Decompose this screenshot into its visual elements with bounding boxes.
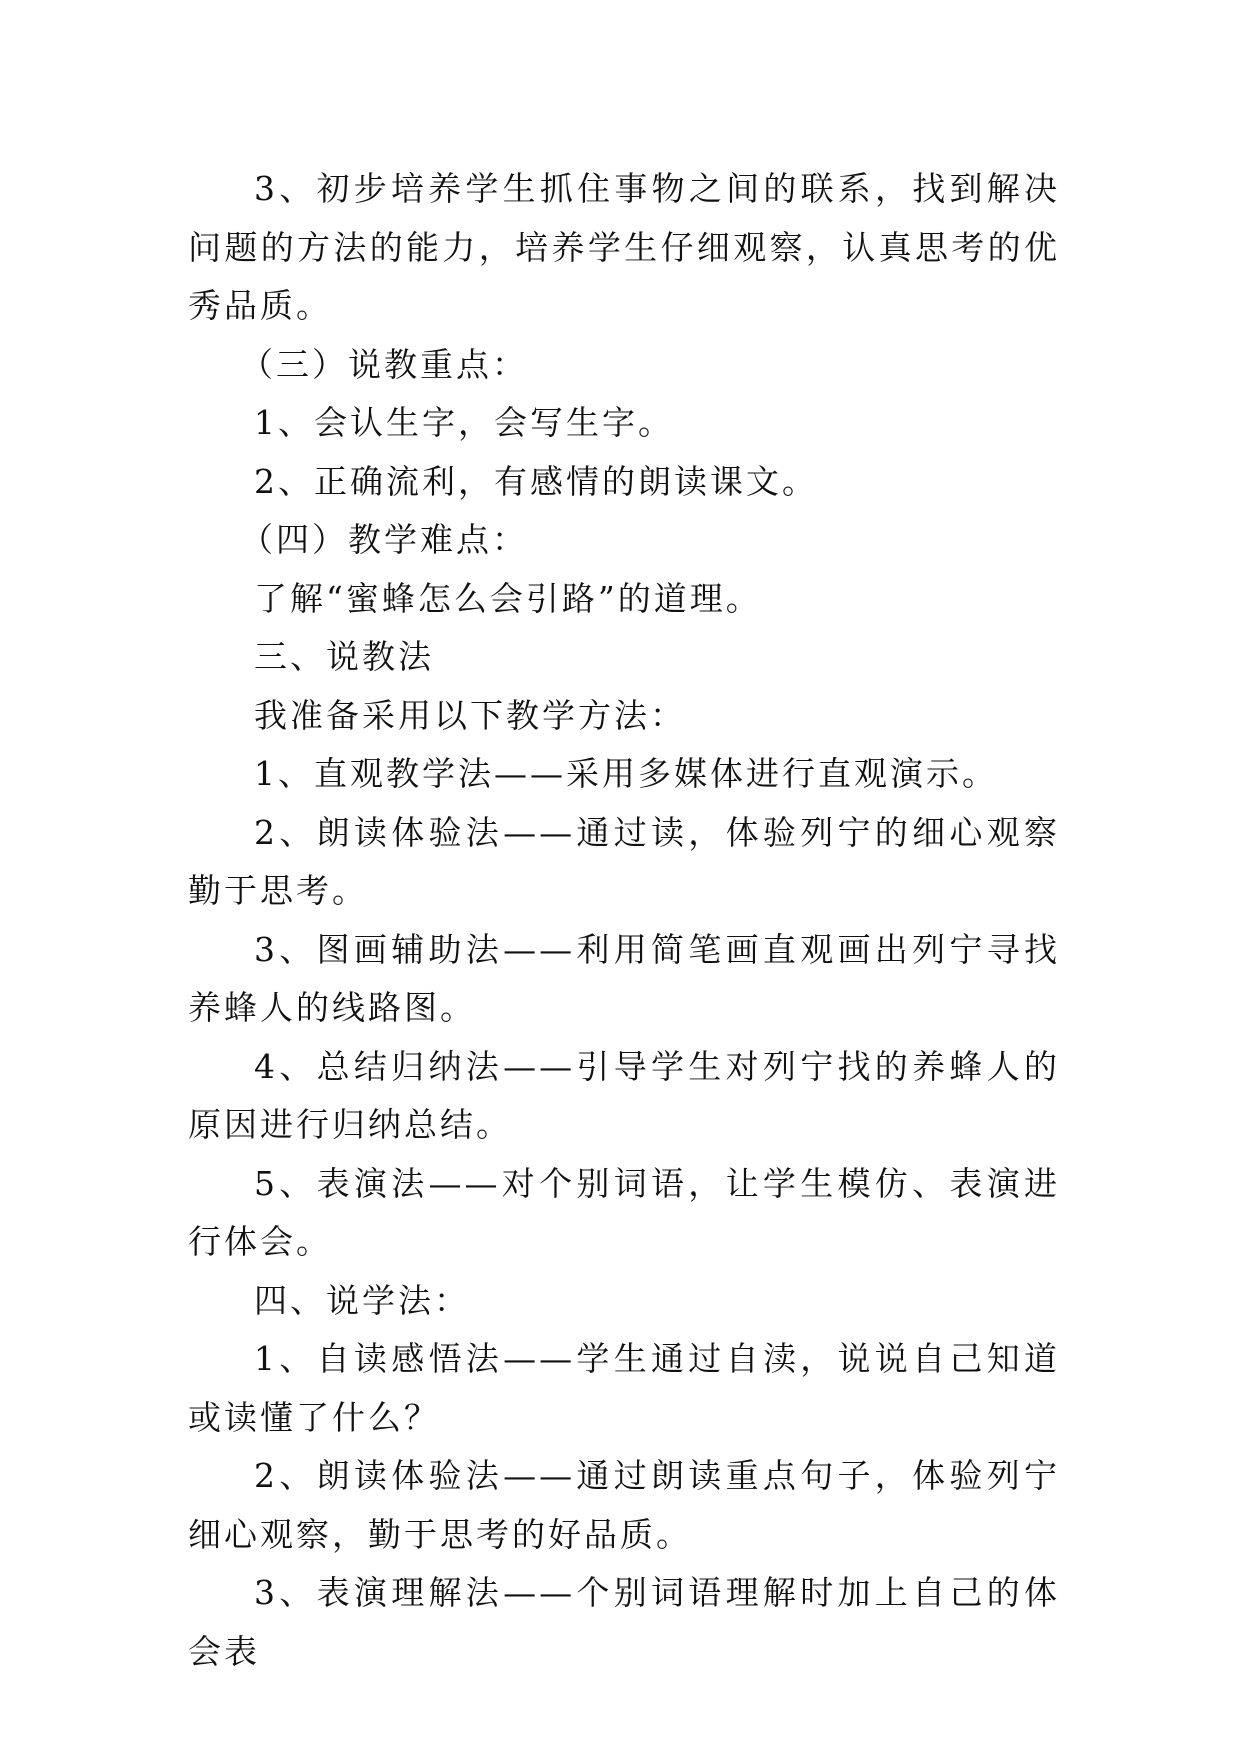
paragraph-objective-3: 3、初步培养学生抓住事物之间的联系，找到解决问题的方法的能力，培养学生仔细观察，认真思考的优秀品质。 [188, 169, 1060, 325]
heading-teaching-focus: （三）说教重点： [240, 344, 528, 384]
list-item-learning-2: 2、朗读体验法——通过朗读重点句子，体验列宁细心观察，勤于思考的好品质。 [188, 1456, 1060, 1554]
heading-teaching-difficulty: （四）教学难点： [240, 520, 528, 559]
list-item-method-4: 4、总结归纳法——引导学生对列宁找的养蜂人的原因进行归纳总结。 [188, 1046, 1060, 1144]
list-item-learning-3: 3、表演理解法——个别词语理解时加上自己的体会表 [188, 1573, 1060, 1671]
paragraph-methods-intro: 我准备采用以下教学方法： [254, 695, 686, 735]
document-body [188, 160, 1060, 1681]
list-item-method-5: 5、表演法——对个别词语，让学生模仿、表演进行体会。 [188, 1163, 1060, 1261]
heading-learning-methods: 四、说学法： [254, 1280, 470, 1320]
list-item-focus-2: 2、正确流利，有感情的朗读课文。 [254, 461, 818, 501]
list-item-method-3: 3、图画辅助法——利用简笔画直观画出列宁寻找养蜂人的线路图。 [188, 929, 1060, 1027]
list-item-method-1: 1、直观教学法——采用多媒体进行直观演示。 [254, 754, 998, 793]
list-item-learning-1: 1、自读感悟法——学生通过自渎，说说自己知道或读懂了什么？ [188, 1339, 1060, 1437]
heading-teaching-methods: 三、说教法 [254, 637, 434, 676]
list-item-focus-1: 1、会认生字，会写生字。 [254, 403, 674, 442]
list-item-method-2: 2、朗读体验法——通过读，体验列宁的细心观察勤于思考。 [188, 812, 1060, 910]
paragraph-difficulty: 了解“蜜蜂怎么会引路”的道理。 [254, 578, 762, 618]
